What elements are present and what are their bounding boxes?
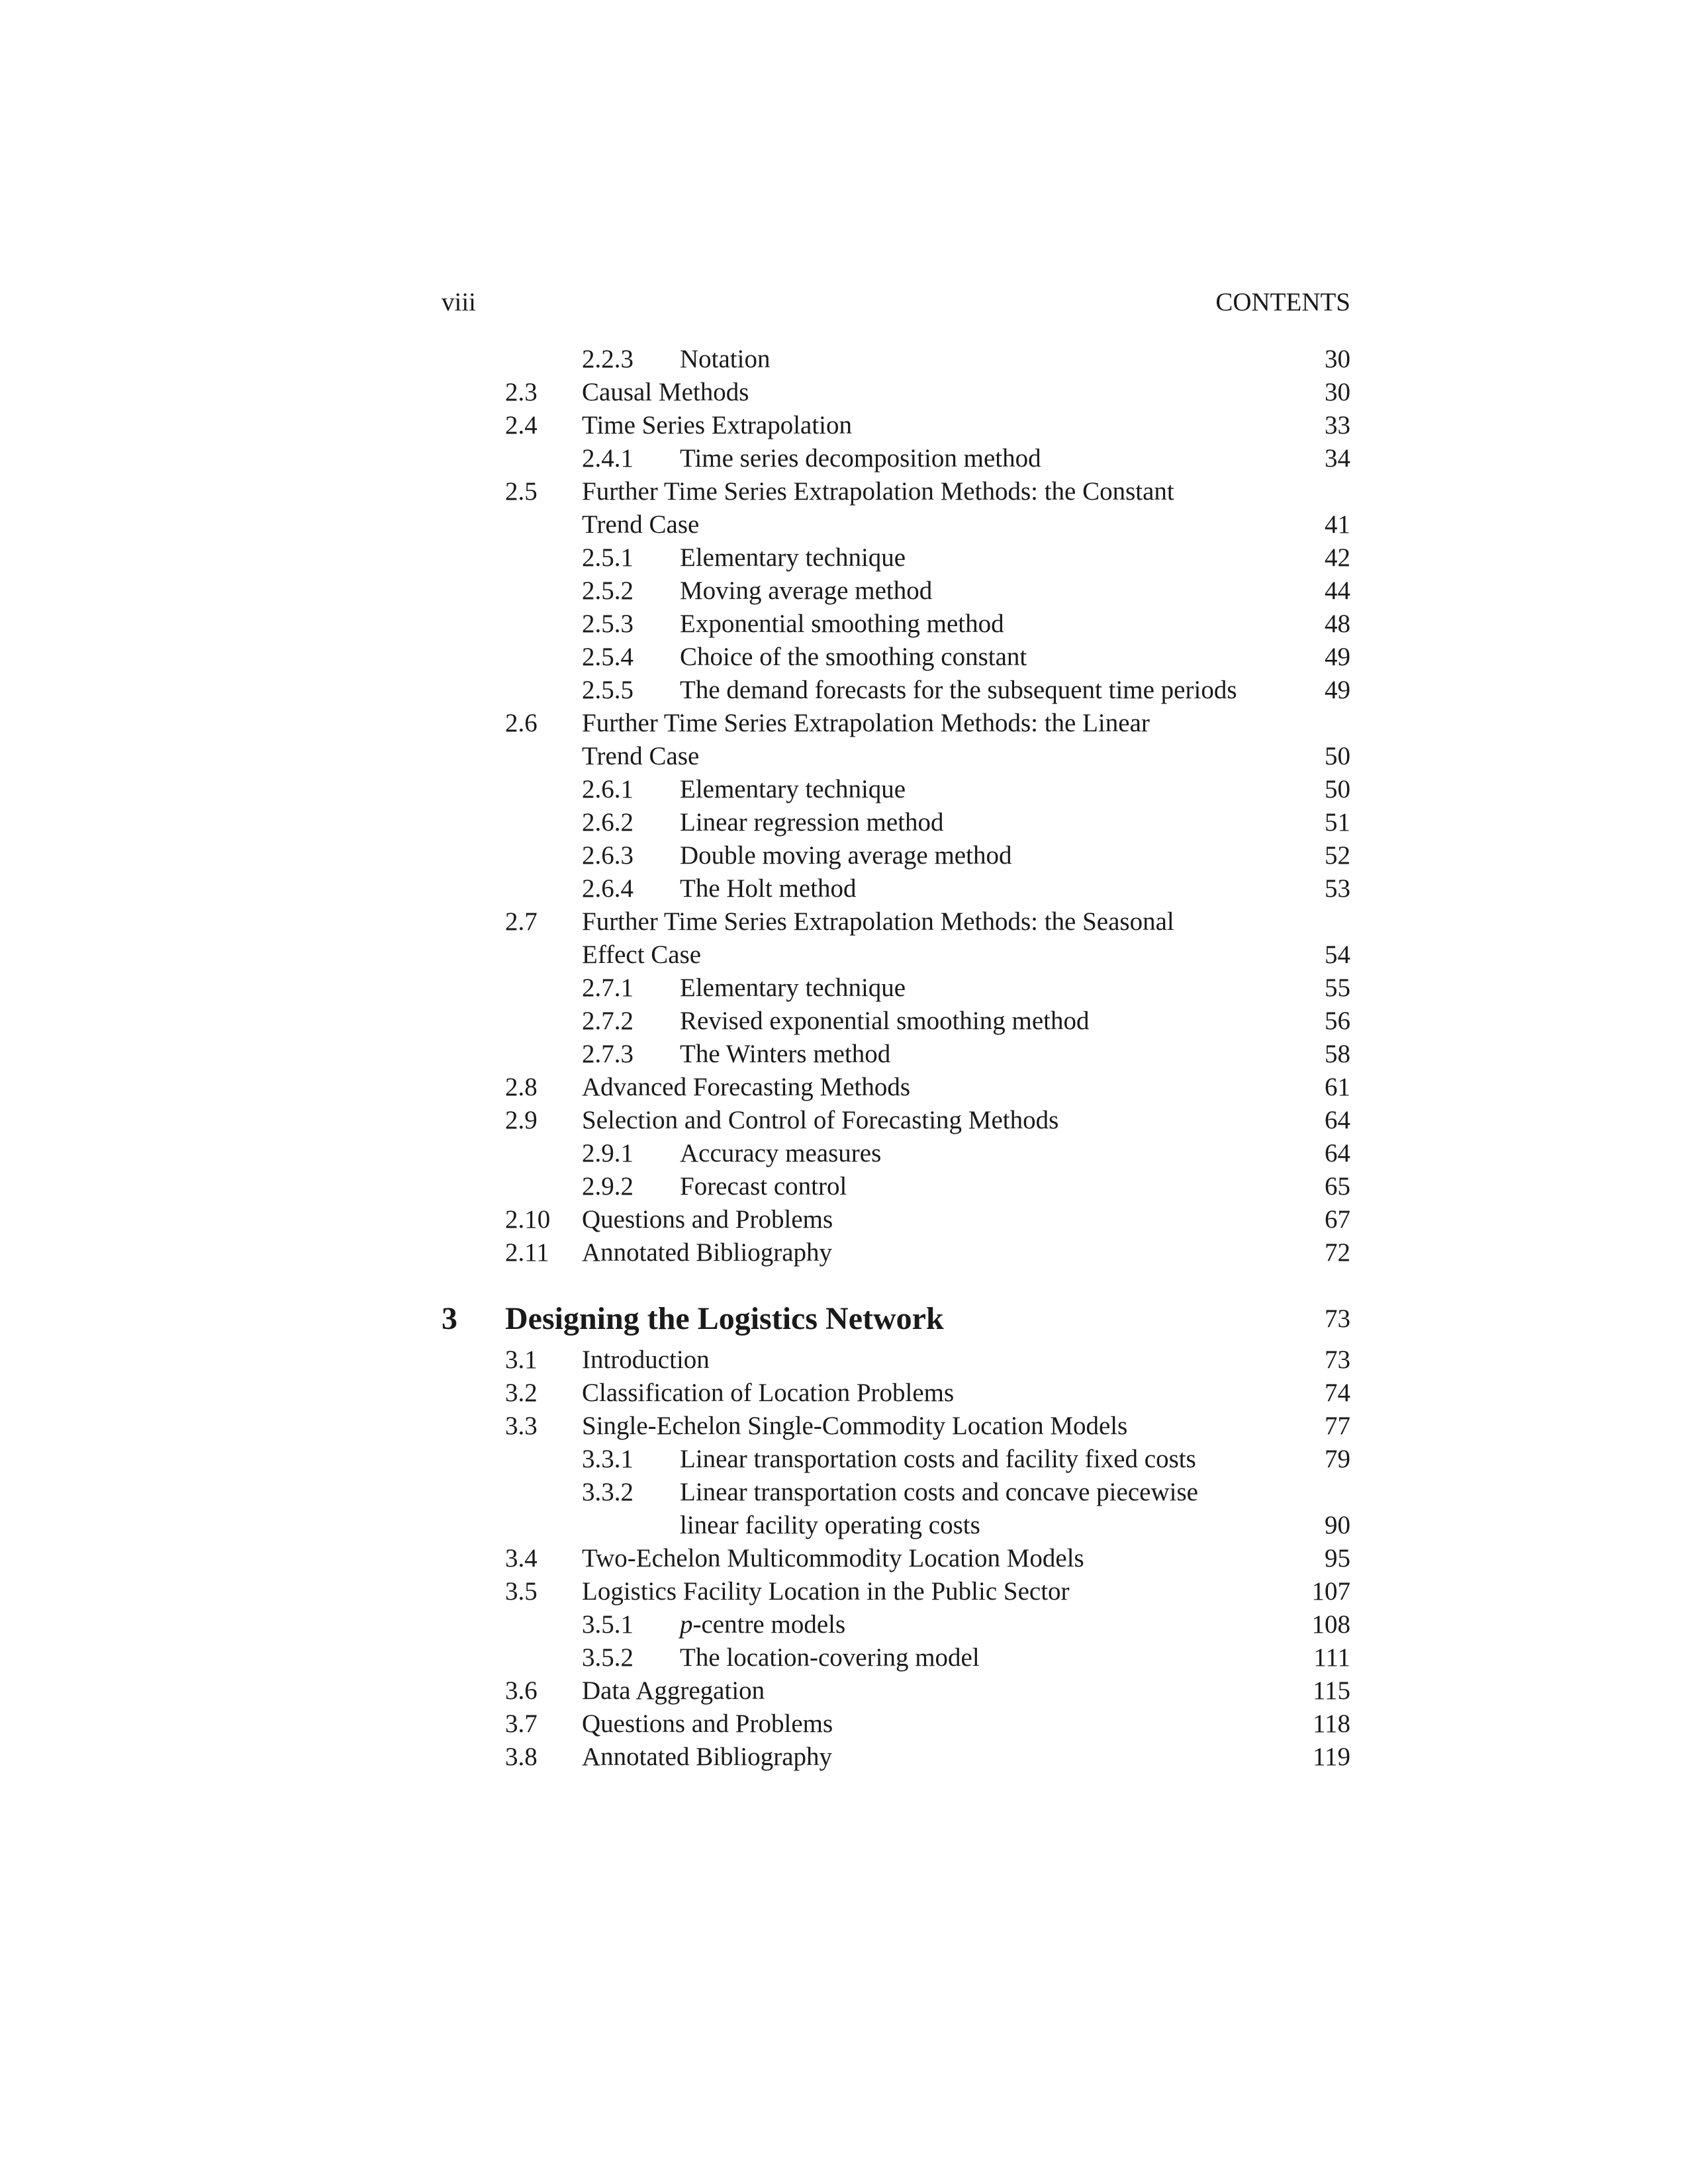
toc-entry-number: 2.7.3 (582, 1040, 633, 1068)
toc-entry-title: The demand forecasts for the subsequent time periods (680, 676, 1237, 704)
toc-entry[interactable] (442, 1410, 1350, 1443)
toc-entry-page: 44 (1325, 576, 1350, 605)
toc-entry-number: 3 (442, 1301, 457, 1336)
toc-entry-number: 2.11 (505, 1238, 549, 1267)
toc-entry-page: 90 (1325, 1511, 1350, 1539)
toc-entry[interactable] (442, 1071, 1350, 1104)
toc-entry-page: 30 (1325, 345, 1350, 373)
toc-entry-page: 30 (1325, 378, 1350, 406)
toc-entry[interactable] (442, 475, 1350, 508)
toc-entry-page: 64 (1325, 1139, 1350, 1167)
toc-entry[interactable] (442, 376, 1350, 409)
toc-entry-title: Linear transportation costs and concave piecewise (680, 1478, 1198, 1506)
toc-entry-page: 107 (1311, 1577, 1350, 1606)
toc-entry-page: 50 (1325, 775, 1350, 803)
toc-entry[interactable] (442, 541, 1350, 574)
toc-entry-title: Elementary technique (680, 543, 906, 572)
toc-entry[interactable] (442, 1343, 1350, 1377)
toc-entry-number: 2.2.3 (582, 345, 633, 373)
toc-entry-number: 3.6 (505, 1676, 538, 1705)
toc-entry-page: 118 (1312, 1709, 1350, 1738)
toc-entry[interactable] (442, 1005, 1350, 1038)
toc-entry-title: Trend Case (582, 510, 700, 539)
toc-entry-title: Trend Case (582, 742, 700, 770)
toc-entry-title: Linear transportation costs and facility fixed costs (680, 1445, 1196, 1473)
toc-entry-title: Selection and Control of Forecasting Methods (582, 1106, 1059, 1134)
toc-entry-number: 2.5.4 (582, 643, 633, 671)
toc-entry-title: Single-Echelon Single-Commodity Location Models (582, 1412, 1128, 1440)
toc-entry-title: Exponential smoothing method (680, 610, 1004, 638)
toc-entry-title: Further Time Series Extrapolation Methods: the Linear (582, 709, 1150, 737)
toc-entry[interactable] (442, 707, 1350, 740)
toc-entry-number: 2.6.1 (582, 775, 633, 803)
toc-entry[interactable] (442, 508, 1350, 541)
toc-entry-title: Time series decomposition method (680, 444, 1041, 473)
toc-entry-number: 2.5.2 (582, 576, 633, 605)
toc-entry-title: Questions and Problems (582, 1709, 833, 1738)
toc-entry-title: The Holt method (680, 874, 857, 903)
toc-entry-page: 64 (1325, 1106, 1350, 1134)
toc-entry-page: 72 (1325, 1238, 1350, 1267)
toc-entry[interactable] (442, 1707, 1350, 1741)
toc-entry-title: Designing the Logistics Network (505, 1301, 944, 1336)
toc-entry-title: Elementary technique (680, 974, 906, 1002)
toc-entry-number: 2.5.3 (582, 610, 633, 638)
toc-entry[interactable] (442, 1608, 1350, 1641)
toc-entry-number: 3.4 (505, 1544, 538, 1572)
toc-entry-title-italic: p (680, 1610, 693, 1639)
toc-entry[interactable] (442, 608, 1350, 641)
toc-entry-page: 77 (1325, 1412, 1350, 1440)
toc-entry[interactable] (442, 938, 1350, 972)
toc-entry-title: Annotated Bibliography (582, 1743, 833, 1771)
toc-entry[interactable] (442, 1203, 1350, 1236)
toc-entry[interactable] (442, 1104, 1350, 1137)
toc-entry-number: 2.4 (505, 411, 538, 439)
section-title: CONTENTS (1215, 288, 1350, 316)
toc-entry-number: 3.3 (505, 1412, 538, 1440)
toc-entry-page: 56 (1325, 1007, 1350, 1035)
toc-entry-number: 2.6.3 (582, 841, 633, 870)
toc-entry-number: 3.2 (505, 1379, 538, 1407)
toc-entry-title: Linear regression method (680, 808, 944, 837)
toc-entry-page: 67 (1325, 1205, 1350, 1234)
toc-entry-title: Forecast control (680, 1172, 847, 1201)
toc-entry[interactable] (442, 1674, 1350, 1707)
toc-entry-page: 108 (1311, 1610, 1350, 1639)
toc-entry-page: 95 (1325, 1544, 1350, 1572)
toc-entry-page: 73 (1325, 1345, 1350, 1374)
toc-entry-number: 2.5.1 (582, 543, 633, 572)
toc-entry-page: 54 (1325, 940, 1350, 969)
toc-entry-title: The location-covering model (680, 1643, 980, 1672)
toc-entry-page: 119 (1312, 1743, 1350, 1771)
toc-entry[interactable] (442, 1741, 1350, 1774)
toc-entry-page: 50 (1325, 742, 1350, 770)
toc-entry[interactable] (442, 674, 1350, 707)
toc-entry-title: Data Aggregation (582, 1676, 765, 1705)
toc-entry-page: 51 (1325, 808, 1350, 837)
running-head (442, 286, 1350, 319)
toc-entry-title: Elementary technique (680, 775, 906, 803)
toc-entry-title: Advanced Forecasting Methods (582, 1073, 911, 1101)
toc-entry-page: 55 (1325, 974, 1350, 1002)
toc-entry[interactable] (442, 839, 1350, 872)
toc-entry-title: linear facility operating costs (680, 1511, 980, 1539)
toc-entry-page: 65 (1325, 1172, 1350, 1201)
toc-entry-page: 73 (1325, 1304, 1350, 1333)
toc-entry[interactable] (442, 1236, 1350, 1269)
chapter-spacer (442, 1269, 1350, 1298)
toc-entry-title: Double moving average method (680, 841, 1012, 870)
toc-entry-page: 61 (1325, 1073, 1350, 1101)
toc-entry[interactable] (442, 872, 1350, 905)
toc-entry[interactable] (442, 1443, 1350, 1476)
toc-entry-title: Causal Methods (582, 378, 749, 406)
toc-entry[interactable] (442, 740, 1350, 773)
toc-entry-page: 48 (1325, 610, 1350, 638)
toc-entry-page: 34 (1325, 444, 1350, 473)
toc-entry-number: 3.3.2 (582, 1478, 633, 1506)
toc-entry-title: Revised exponential smoothing method (680, 1007, 1090, 1035)
toc-entry[interactable] (442, 905, 1350, 938)
toc-entry[interactable] (442, 442, 1350, 475)
toc-entry-number: 2.4.1 (582, 444, 633, 473)
toc-entry-number: 2.7.2 (582, 1007, 633, 1035)
toc-entry-number: 2.6 (505, 709, 538, 737)
toc-entry[interactable] (442, 1476, 1350, 1509)
toc-entry-page: 33 (1325, 411, 1350, 439)
toc-entry-title: Questions and Problems (582, 1205, 833, 1234)
toc-entry-number: 3.8 (505, 1743, 538, 1771)
toc-entry-title: Further Time Series Extrapolation Methods: the Constant (582, 477, 1174, 506)
toc-entry-title: Classification of Location Problems (582, 1379, 955, 1407)
toc-entry[interactable] (442, 1137, 1350, 1170)
toc-entry-number: 2.3 (505, 378, 538, 406)
toc-entry-page: 115 (1312, 1676, 1350, 1705)
toc-entry-number: 2.6.2 (582, 808, 633, 837)
toc-entry-number: 2.7 (505, 907, 538, 936)
toc-entry-number: 2.9 (505, 1106, 538, 1134)
toc-entry[interactable] (442, 1542, 1350, 1575)
toc-entry-page: 74 (1325, 1379, 1350, 1407)
page-number: viii (442, 288, 477, 316)
toc-entry-number: 3.1 (505, 1345, 538, 1374)
toc-entry-title: Introduction (582, 1345, 710, 1374)
toc-entry[interactable] (442, 1377, 1350, 1410)
toc-entry-page: 53 (1325, 874, 1350, 903)
toc-entry[interactable] (442, 1170, 1350, 1203)
toc-entry[interactable] (442, 1641, 1350, 1674)
table-of-contents (442, 343, 1350, 1774)
toc-entry-page: 41 (1325, 510, 1350, 539)
toc-entry-title: Choice of the smoothing constant (680, 643, 1027, 671)
toc-entry-page: 58 (1325, 1040, 1350, 1068)
toc-entry-title: Time Series Extrapolation (582, 411, 853, 439)
toc-entry[interactable] (442, 409, 1350, 442)
toc-entry-title: Moving average method (680, 576, 933, 605)
toc-entry-title: Further Time Series Extrapolation Methods: the Seasonal (582, 907, 1174, 936)
toc-entry[interactable] (442, 773, 1350, 806)
toc-entry-page: 42 (1325, 543, 1350, 572)
toc-entry[interactable] (442, 641, 1350, 674)
toc-entry-number: 3.5 (505, 1577, 538, 1606)
toc-entry-title: Logistics Facility Location in the Public Sector (582, 1577, 1070, 1606)
toc-entry-number: 2.9.1 (582, 1139, 633, 1167)
toc-entry-title: Effect Case (582, 940, 702, 969)
toc-entry-title: Notation (680, 345, 771, 373)
toc-entry[interactable] (442, 343, 1350, 376)
toc-entry[interactable] (442, 972, 1350, 1005)
toc-entry[interactable] (442, 806, 1350, 839)
toc-entry[interactable] (442, 1575, 1350, 1608)
toc-entry-page: 111 (1313, 1643, 1350, 1672)
toc-entry-number: 2.10 (505, 1205, 551, 1234)
toc-entry-number: 3.5.2 (582, 1643, 633, 1672)
toc-entry-number: 2.8 (505, 1073, 538, 1101)
toc-entry-title: The Winters method (680, 1040, 891, 1068)
toc-entry-number: 2.9.2 (582, 1172, 633, 1201)
toc-entry-number: 3.3.1 (582, 1445, 633, 1473)
toc-chapter-heading[interactable] (442, 1298, 1350, 1340)
toc-entry-title (680, 1608, 845, 1641)
toc-entry-title: Accuracy measures (680, 1139, 882, 1167)
toc-entry-number: 3.7 (505, 1709, 538, 1738)
toc-entry-page: 79 (1325, 1445, 1350, 1473)
toc-entry-page: 52 (1325, 841, 1350, 870)
toc-entry[interactable] (442, 1038, 1350, 1071)
toc-entry-number: 2.5 (505, 477, 538, 506)
toc-entry-number: 2.7.1 (582, 974, 633, 1002)
toc-entry-page: 49 (1325, 643, 1350, 671)
toc-entry-number: 2.5.5 (582, 676, 633, 704)
toc-entry[interactable] (442, 1509, 1350, 1542)
toc-entry[interactable] (442, 574, 1350, 608)
toc-entry-title: Two-Echelon Multicommodity Location Models (582, 1544, 1084, 1572)
toc-entry-number: 2.6.4 (582, 874, 633, 903)
toc-entry-title-rest: -centre models (692, 1610, 846, 1639)
toc-entry-title: Annotated Bibliography (582, 1238, 833, 1267)
toc-entry-number: 3.5.1 (582, 1610, 633, 1639)
toc-entry-page: 49 (1325, 676, 1350, 704)
